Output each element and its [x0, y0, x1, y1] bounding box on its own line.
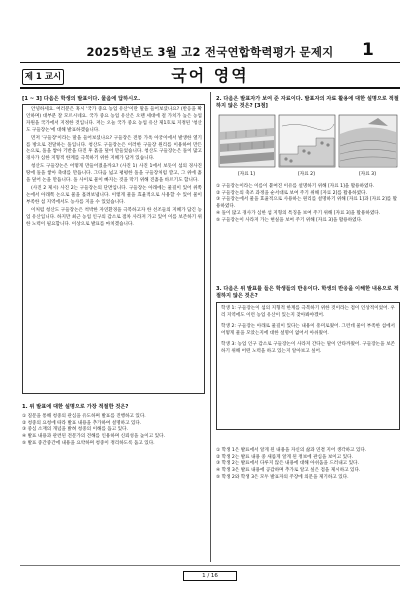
subject-rule [20, 87, 400, 89]
answer-option[interactable]: ⑤ 학생 2와 학생 3은 모두 발표자의 주장에 의문을 제기하고 있다. [216, 474, 349, 480]
footer-separator: / [207, 573, 211, 579]
answer-option[interactable]: ④ 발표 내용과 관련된 전문가의 견해를 인용하며 신뢰성을 높이고 있다. [22, 434, 165, 440]
passage-paragraph: (사진 2 제시) 사진 2는 구들장논의 단면입니다. 구들장논 아래에는 물길이 있어 위쪽 논에서 아래쪽 논으로 물을 흘려보냅니다. 이렇게 물을 효율적으로 사용할 수 있어 물이 부족한 섬 지역에서도 농사를 지을 수 있었습니다. [26, 185, 202, 205]
answer-option[interactable]: ⑤ 발표 중간중간에 내용을 요약하며 청중이 정리하도록 돕고 있다. [22, 440, 155, 446]
answer-option[interactable]: ③ 학생 2는 발표에서 다루지 않은 내용에 대해 아쉬움을 드러내고 있다. [216, 461, 359, 467]
answer-option[interactable]: ① 학생 1은 발표에서 알게 된 내용을 자신의 삶과 연결 지어 생각하고 있다. [216, 448, 367, 453]
student-reaction: 학생 2: 구들장논 아래로 물길이 있다는 내용이 흥미로웠어. 그런데 물이 부족한 섬에서 어떻게 물을 모았는지에 대한 설명이 없어서 아쉬웠어. [221, 323, 395, 336]
figure-panel [218, 114, 398, 178]
subject-title: 국어 영역 [171, 66, 249, 85]
footer-rule [20, 565, 400, 566]
passage-paragraph: 안녕하세요. 여러분은 혹시 '국가 중요 농업 유산'이란 말을 들어보셨나요? (반응을 확인하며) 대부분 잘 모르시네요. 국가 중요 농업 유산은 오랜 세대에 걸 가치가 높은 농업 자원을 국가에서 지정한 것입니다. 저는 오늘 국가 중요 농업 유산 제1호로 지정된 '청산도 구들장논'에 대해 발표하겠습니다. [26, 107, 202, 133]
question-3-stem: 3. 다음은 위 발표를 들은 학생들의 반응이다. 학생의 반응을 이해한 내용으로 적절하지 않은 것은? [216, 286, 399, 299]
figure-caption-3: [자료 3] [359, 172, 376, 177]
terrace-figure-image [218, 114, 398, 178]
student-reaction: 학생 3: 농업 인구 감소로 구들장논이 사라져 간다는 말이 안타까웠어. 구들장논을 보존하기 위해 어떤 노력을 하고 있는지 알아보고 싶어. [221, 341, 395, 354]
passage-paragraph: 이처럼 청산도 구들장논은 척박한 자연환경을 극복하고자 한 선조들의 지혜가 담긴 농업 유산입니다. 하지만 최근 농업 인구의 감소로 점차 사라져 가고 있어 이를 보존하기 위한 노력이 필요합니다. 이상으로 발표를 마치겠습니다. [26, 207, 202, 227]
exam-title: 2025학년도 3월 고2 전국연합학력평가 문제지 [86, 45, 334, 59]
footer-total: 16 [210, 573, 218, 579]
answer-option[interactable]: ④ 학생 3은 발표 내용에 공감하며 추가로 알고 싶은 점을 제시하고 있다. [216, 468, 361, 474]
answer-option[interactable]: ② 청중의 요청에 따라 발표 내용을 추가하여 설명하고 있다. [22, 420, 142, 426]
answer-option[interactable]: ① 구들장논이라는 이름이 붙여진 이유를 설명하기 위해 [자료 1]을 활용하였다. [216, 184, 375, 189]
answer-option[interactable]: ③ 중심 소재의 개념을 밝혀 청중의 이해를 돕고 있다. [22, 427, 129, 433]
answer-option[interactable]: ⑤ 구들장논이 사라져 가는 현실을 보여 주기 위해 [자료 3]을 활용하였다. [216, 217, 363, 223]
answer-option[interactable]: ② 구들장논의 축조 과정을 순서대로 보여 주기 위해 [자료 2]를 활용하였다. [216, 190, 367, 196]
student-reaction: 학생 1: 구들장논이 섬의 지형적 한계를 극복하기 위한 것이라는 점이 인상적이었어. 우리 지역에도 이런 농업 유산이 있는지 찾아봐야겠어. [221, 306, 395, 318]
answer-option[interactable]: ③ 구들장논에서 물을 효율적으로 사용하는 원리를 설명하기 위해 [자료 1]과 [자료 2]를 활용하였다. [216, 197, 398, 210]
question-2-options [216, 184, 400, 224]
question-1 [22, 404, 205, 448]
student-reactions-box [216, 302, 400, 430]
answer-option[interactable]: ① 질문을 통해 청중의 관심을 유도하며 발표를 진행하고 있다. [22, 414, 146, 419]
passage-paragraph: 청산도 구들장논은 어떻게 만들어졌을까요? (사진 1) 사진 1에서 보듯이 섬의 경사진 땅에 돌을 쌓아 축대를 만듭니다. 그다음 넓고 평평한 돌을 구들장처럼 깔고, 그 위에 흙을 덮어 논을 만듭니다. 돌 사이로 물이 빠지는 것을 막기 위해 진흙을 바르기도 합니다. [26, 164, 202, 184]
page-number: 1 [362, 40, 374, 60]
question-range-header: [1 ~ 3] 다음은 학생의 발표이다. 물음에 답하시오. [22, 96, 141, 102]
figure-caption-1: [자료 1] [238, 172, 255, 177]
session-badge: 제 1 교시 [22, 69, 64, 85]
question-2-stem: 2. 다음은 발표자가 보여 준 자료이다. 발표자의 자료 활용에 대한 설명으로 적절하지 않은 것은? [3점] [216, 96, 399, 109]
answer-option[interactable]: ② 학생 2는 발표 내용 중 새롭게 알게 된 정보에 관심을 보이고 있다. [216, 454, 353, 460]
figure-caption-2: [자료 2] [298, 172, 315, 177]
column-divider [210, 92, 211, 562]
photo-3 [339, 115, 397, 167]
question-3-options [216, 448, 400, 482]
photo-2 [279, 115, 335, 167]
passage-paragraph: 먼저 '구들장'이라는 말을 들어보셨나요? 구들장은 전통 가옥 아궁이에서 발생한 열기를 방으로 전달하는 돌입니다. 청산도 구들장논은 이러한 구들장 원리를 이용하여 만든 논으로, 돌을 쌓아 기반을 다진 후 흙을 덮어 만들었습니다. 청산도 구들장논은 돌이 많고 경사가 심한 지형적 한계를 극복하기 위한 지혜가 담겨 있습니다. [26, 135, 202, 162]
page-footer [183, 571, 237, 581]
passage [26, 107, 202, 228]
footer-page: 1 [202, 573, 206, 579]
photo-1 [219, 115, 275, 167]
question-1-stem: 1. 위 발표에 대한 설명으로 가장 적절한 것은? [22, 404, 129, 410]
answer-option[interactable]: ④ 돌이 많고 경사가 심한 섬 지형의 특징을 보여 주기 위해 [자료 3]을 활용하였다. [216, 210, 381, 216]
